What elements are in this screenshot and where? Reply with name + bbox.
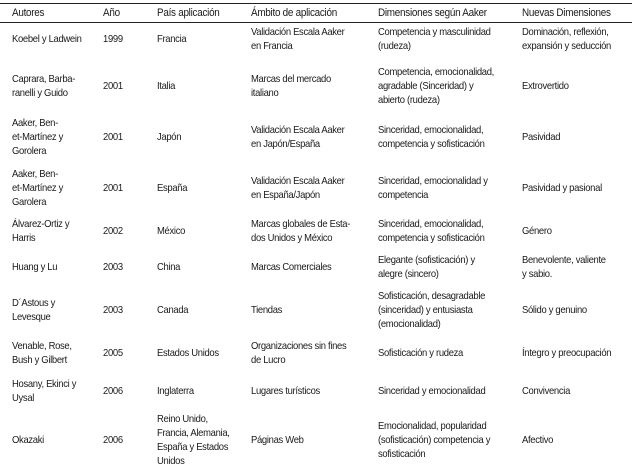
header-nuevas-dimensiones: Nuevas Dimensiones [522, 7, 611, 19]
cell-dimensiones-aaker: Emocionalidad, popularidad (sofisticación) competencia y sofisticación [378, 420, 491, 460]
cell-dimensiones-aaker: Sinceridad, emocionalidad y competencia [378, 175, 488, 201]
cell-pais: Canada [157, 304, 189, 316]
cell-dimensiones-aaker: Sinceridad y emocionalidad [378, 385, 486, 397]
table-row [0, 64, 637, 108]
cell-nuevas-dimensiones: Convivencia [522, 385, 571, 397]
table-header-rule [0, 22, 632, 23]
cell-ambito: Validación Escala Aaker en España/Japón [251, 175, 345, 201]
cell-pais: Italia [157, 80, 176, 92]
cell-pais: Francia [157, 33, 187, 45]
cell-autores: Huang y Lu [12, 261, 58, 273]
cell-pais: México [157, 225, 186, 237]
cell-autores: Venable, Rose, Bush y Gilbert [12, 340, 72, 366]
cell-nuevas-dimensiones: Afectivo [522, 434, 554, 446]
cell-pais: Estados Unidos [157, 347, 219, 359]
cell-nuevas-dimensiones: Pasividad [522, 131, 561, 143]
cell-nuevas-dimensiones: Género [522, 225, 552, 237]
cell-autores: Aaker, Ben- et-Martínez y Garolera [12, 168, 64, 208]
table-row [0, 411, 637, 469]
cell-ambito: Lugares turísticos [251, 385, 320, 397]
header-dimensiones-aaker: Dimensiones según Aaker [378, 7, 487, 19]
cell-autores: Hosany, Ekinci y Uysal [12, 378, 77, 404]
cell-anio: 2001 [103, 182, 123, 194]
header-autores: Autores [12, 7, 45, 19]
cell-pais: Inglaterra [157, 385, 194, 397]
cell-autores: D´Astous y Levesque [12, 297, 56, 323]
cell-anio: 2001 [103, 131, 123, 143]
table-row [0, 376, 637, 406]
cell-ambito: Validación Escala Aaker en Francia [251, 26, 345, 52]
table-row [0, 24, 637, 54]
cell-autores: Caprara, Barba- ranelli y Guido [12, 73, 76, 99]
cell-pais: Japón [157, 131, 182, 143]
header-pais: País aplicación [157, 7, 220, 19]
cell-nuevas-dimensiones: Benevolente, valiente y sabio. [522, 254, 606, 280]
cell-ambito: Organizaciones sin fines de Lucro [251, 340, 347, 366]
cell-ambito: Tiendas [251, 304, 283, 316]
table-row [0, 166, 637, 210]
cell-ambito: Marcas globales de Esta- dos Unidos y México [251, 218, 351, 244]
cell-ambito: Validación Escala Aaker en Japón/España [251, 124, 345, 150]
cell-anio: 2001 [103, 80, 123, 92]
cell-nuevas-dimensiones: Sólido y genuino [522, 304, 587, 316]
table-row [0, 288, 637, 332]
header-ambito: Ámbito de aplicación [251, 7, 337, 19]
header-anio: Año [103, 7, 120, 19]
cell-autores: Koebel y Ladwein [12, 33, 82, 45]
cell-ambito: Marcas Comerciales [251, 261, 332, 273]
cell-ambito: Páginas Web [251, 434, 304, 446]
cell-nuevas-dimensiones: Dominación, reflexión, expansión y seducción [522, 26, 612, 52]
cell-anio: 2003 [103, 304, 123, 316]
table-row [0, 338, 637, 368]
cell-pais: Reino Unido, Francia, Alemania, España y Estados Unidos [157, 413, 230, 467]
cell-dimensiones-aaker: Competencia y masculinidad (rudeza) [378, 26, 491, 52]
cell-anio: 2006 [103, 385, 123, 397]
cell-anio: 2006 [103, 434, 123, 446]
cell-autores: Okazaki [12, 434, 44, 446]
cell-anio: 2002 [103, 225, 123, 237]
cell-dimensiones-aaker: Elegante (sofisticación) y alegre (sincero) [378, 254, 475, 280]
cell-dimensiones-aaker: Sinceridad, emocionalidad, competencia y sofisticación [378, 218, 485, 244]
cell-nuevas-dimensiones: Extrovertido [522, 80, 569, 92]
cell-ambito: Marcas del mercado italiano [251, 73, 331, 99]
table-row [0, 252, 637, 282]
cell-anio: 2003 [103, 261, 123, 273]
cell-dimensiones-aaker: Sofisticación y rudeza [378, 347, 463, 359]
table-header-row [0, 4, 637, 22]
cell-pais: China [157, 261, 181, 273]
cell-autores: Aaker, Ben- et-Martínez y Gorolera [12, 117, 64, 157]
cell-dimensiones-aaker: Competencia, emocionalidad, agradable (Sinceridad) y abierto (rudeza) [378, 66, 495, 106]
cell-dimensiones-aaker: Sinceridad, emocionalidad, competencia y sofisticación [378, 124, 485, 150]
cell-anio: 1999 [103, 33, 123, 45]
table-row [0, 216, 637, 246]
table-row [0, 115, 637, 159]
cell-anio: 2005 [103, 347, 123, 359]
cell-nuevas-dimensiones: Pasividad y pasional [522, 182, 602, 194]
cell-dimensiones-aaker: Sofisticación, desagradable (sinceridad) y entusiasta (emocionalidad) [378, 290, 486, 330]
cell-autores: Álvarez-Ortiz y Harris [12, 218, 70, 244]
cell-pais: España [157, 182, 188, 194]
cell-nuevas-dimensiones: Íntegro y preocupación [522, 347, 612, 359]
